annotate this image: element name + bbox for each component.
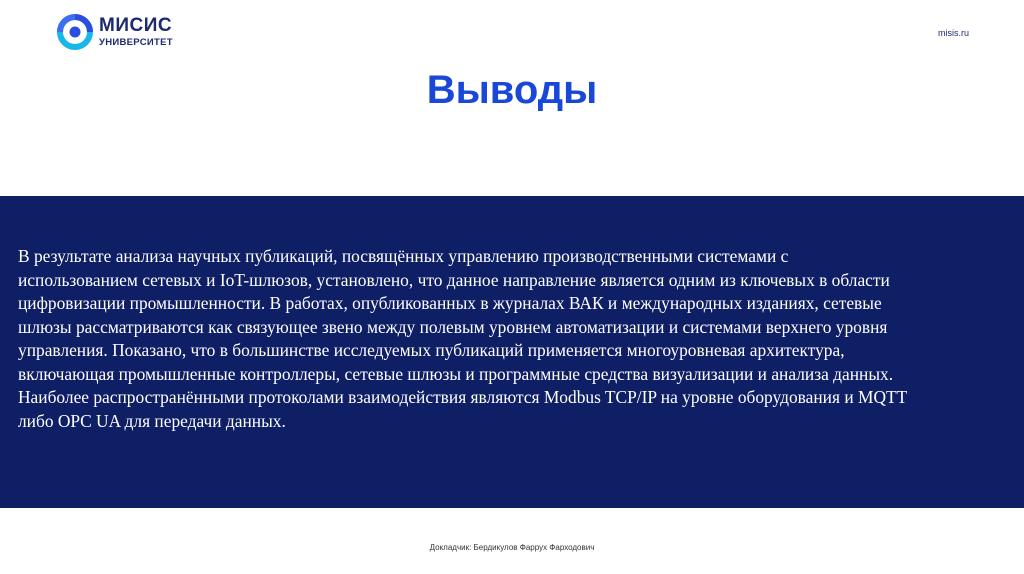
logo-subtitle: УНИВЕРСИТЕТ — [99, 37, 173, 49]
speaker-footer: Докладчик: Бердикулов Фаррух Фарходович — [429, 543, 595, 552]
university-logo — [57, 14, 173, 50]
site-link[interactable]: misis.ru — [938, 28, 969, 38]
content-band — [0, 196, 1024, 508]
misis-logo-icon — [57, 14, 93, 50]
logo-name: МИСИС — [99, 15, 173, 37]
conclusion-text: В результате анализа научных публикаций, посвящённых управлению производственными системами с использованием сетевых и IoT-шлюзов, установлено, что данное направление является одним из ключевых в области цифровизации промышленности. В работах, опубликованных в журналах ВАК и международных изданиях, сетевые шлюзы рассматриваются как связующее звено между полевым уровнем автоматизации и системами верхнего уровня управления. Показано, что в большинстве исследуемых публикаций применяется многоуровневая архитектура, включающая промышленные контроллеры, сетевые шлюзы и программные средства визуализации и анализа данных. Наиболее распространёнными протоколами взаимодействия являются Modbus TCP/IP на уровне оборудования и MQTT либо OPC UA для передачи данных. — [18, 246, 908, 431]
slide-title: Выводы — [426, 68, 598, 112]
